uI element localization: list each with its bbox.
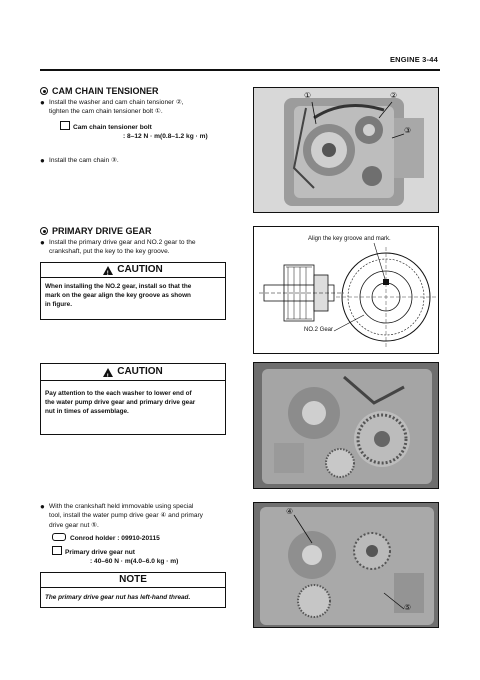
callout-1: ① bbox=[304, 91, 312, 100]
caution-box-no2-gear: ! CAUTION When installing the NO.2 gear, install so that the mark on the gear align the key groove as shown in figure. bbox=[40, 262, 226, 320]
section-title-cam-chain: CAM CHAIN TENSIONER bbox=[40, 86, 159, 96]
callout-4: ④ bbox=[286, 507, 294, 516]
torque-wrench-icon bbox=[60, 121, 70, 130]
special-tool-icon bbox=[52, 533, 66, 541]
warning-triangle-icon bbox=[103, 266, 113, 275]
warning-triangle-icon bbox=[103, 368, 113, 377]
caution-box-washer: ! CAUTION Pay attention to the each washer to lower end of the water pump drive gear and primary drive gear nut in times of assemblage. bbox=[40, 363, 226, 435]
callout-2: ② bbox=[390, 91, 398, 100]
engine-photo-1 bbox=[254, 88, 439, 213]
photo-cam-chain-tensioner bbox=[253, 87, 439, 213]
header-rule bbox=[40, 69, 440, 71]
gear-diagram bbox=[254, 227, 439, 354]
engine-photo-4 bbox=[254, 503, 439, 628]
tool-spec: Conrod holder : 09910-20115 bbox=[52, 533, 160, 543]
callout-3: ③ bbox=[404, 126, 412, 135]
callout-5: ⑤ bbox=[404, 603, 412, 612]
cam-chain-bullet-2: ● Install the cam chain ③. bbox=[40, 156, 119, 165]
cam-chain-bullet-1: ● Install the washer and cam chain tensioner ②, tighten the cam chain tensioner bolt ①. bbox=[40, 98, 184, 116]
primary-drive-bullet-1: ● Install the primary drive gear and NO.2 gear to the crankshaft, put the key to the key groove. bbox=[40, 238, 196, 256]
cam-chain-torque-spec: Cam chain tensioner bolt : 8–12 N · m(0.8–1.2 kg · m) bbox=[60, 121, 208, 141]
crankshaft-bullet: ● With the crankshaft held immovable using special tool, install the water pump drive gear ④ and primary drive gear nut ⑤. bbox=[40, 502, 203, 529]
photo-primary-drive-nut bbox=[253, 502, 439, 628]
section-title-primary-drive: PRIMARY DRIVE GEAR bbox=[40, 226, 152, 236]
page-header: ENGINE 3-44 bbox=[389, 55, 438, 64]
torque-wrench-icon bbox=[52, 546, 62, 555]
photo-engine-gears bbox=[253, 362, 439, 489]
diagram-label-align: Align the key groove and mark. bbox=[308, 236, 391, 242]
primary-nut-torque-spec: Primary drive gear nut : 40–60 N · m(4.0–6.0 kg · m) bbox=[52, 546, 178, 566]
diagram-key-groove bbox=[253, 226, 439, 354]
note-box: NOTE The primary drive gear nut has left-hand thread. bbox=[40, 572, 226, 608]
section-marker-icon bbox=[40, 227, 48, 235]
engine-photo-3 bbox=[254, 363, 439, 489]
section-marker-icon bbox=[40, 87, 48, 95]
diagram-label-no2-gear: NO.2 Gear bbox=[304, 327, 334, 333]
